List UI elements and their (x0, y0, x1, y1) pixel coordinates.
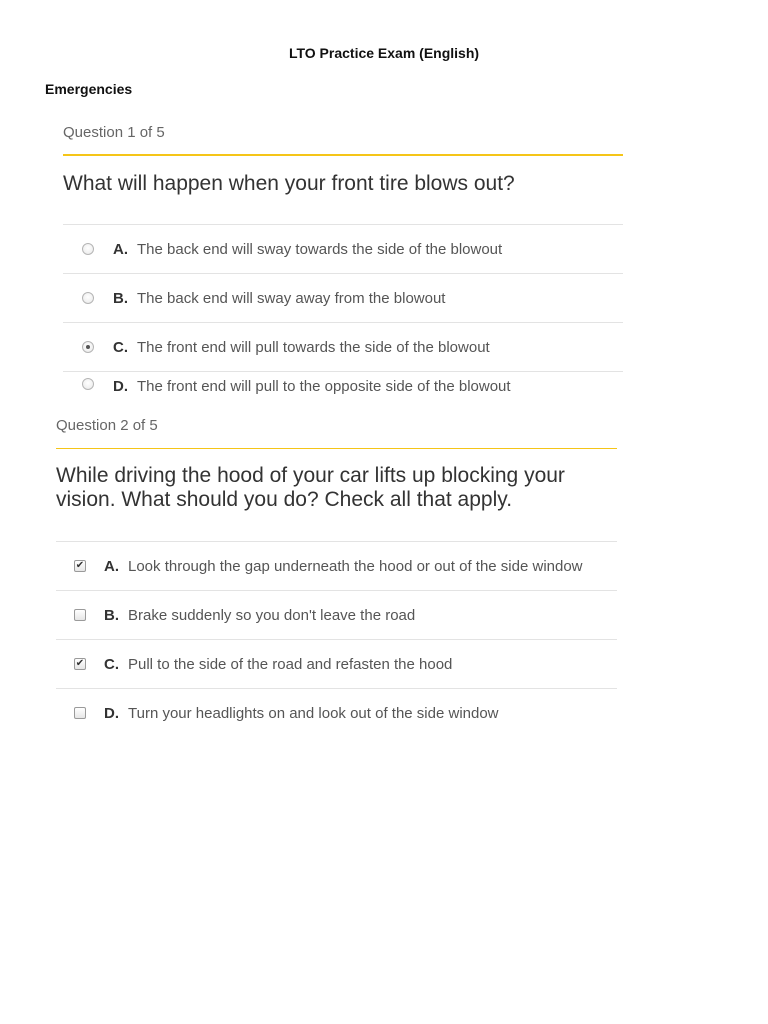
answer-option-d[interactable] (63, 371, 623, 411)
document-title: LTO Practice Exam (English) (288, 45, 480, 61)
radio-button-icon[interactable] (82, 341, 94, 353)
option-letter: A. (104, 557, 119, 575)
radio-button-icon[interactable] (82, 292, 94, 304)
answer-option-b[interactable] (56, 590, 617, 639)
checkbox-icon[interactable] (74, 707, 86, 719)
answer-option-c[interactable] (63, 322, 623, 371)
option-letter: B. (104, 606, 119, 624)
answer-options (63, 224, 623, 411)
radio-button-icon[interactable] (82, 378, 94, 390)
radio-button-icon[interactable] (82, 243, 94, 255)
answer-options (56, 541, 617, 737)
question-1 (63, 124, 623, 411)
option-text: Brake suddenly so you don't leave the road (128, 606, 416, 624)
option-text: The back end will sway away from the blowout (137, 289, 446, 307)
checkbox-icon[interactable]: ✔ (75, 560, 85, 571)
checkbox-icon[interactable] (74, 609, 86, 621)
option-text: The front end will pull towards the side of the blowout (137, 338, 490, 356)
checkbox-icon[interactable]: ✔ (75, 658, 85, 669)
option-letter: D. (113, 378, 128, 395)
question-text: What will happen when your front tire blows out? (63, 172, 515, 195)
option-letter: B. (113, 289, 128, 307)
option-text: Pull to the side of the road and refasten the hood (128, 655, 453, 673)
question-text: While driving the hood of your car lifts up blocking your vision. What should you do? Check all that apply. (56, 464, 565, 511)
option-text: Look through the gap underneath the hood or out of the side window (128, 557, 583, 575)
answer-option-b[interactable] (63, 273, 623, 322)
option-text: Turn your headlights on and look out of the side window (128, 704, 499, 722)
answer-option-c[interactable] (56, 639, 617, 688)
section-title: Emergencies (45, 81, 133, 97)
answer-option-a[interactable] (63, 224, 623, 273)
answer-option-a[interactable] (56, 541, 617, 590)
question-counter: Question 1 of 5 (63, 124, 165, 141)
option-letter: A. (113, 240, 128, 258)
option-letter: D. (104, 704, 119, 722)
option-letter: C. (113, 338, 128, 356)
option-letter: C. (104, 655, 119, 673)
answer-option-d[interactable] (56, 688, 617, 737)
question-counter: Question 2 of 5 (56, 417, 158, 434)
option-text: The front end will pull to the opposite side of the blowout (137, 378, 511, 395)
question-2 (56, 417, 617, 737)
option-text: The back end will sway towards the side of the blowout (137, 240, 503, 258)
